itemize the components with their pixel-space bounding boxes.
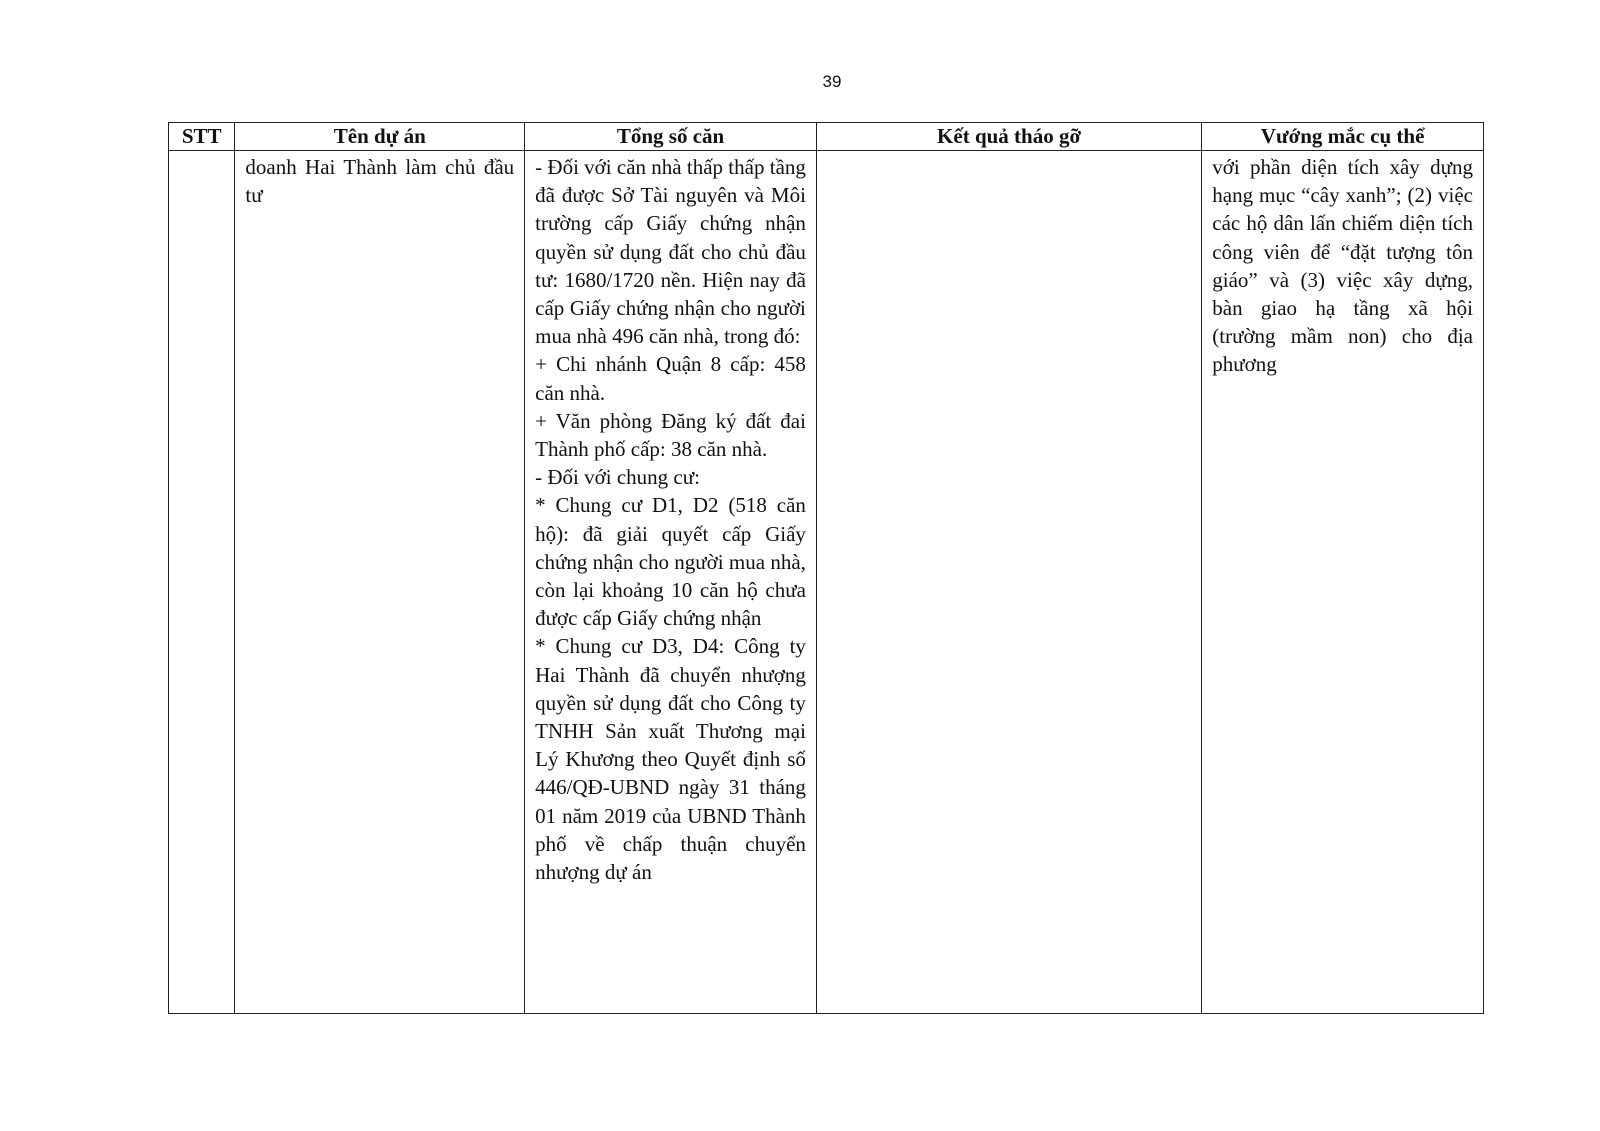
- header-issue: Vướng mắc cụ thể: [1202, 123, 1484, 151]
- header-stt: STT: [169, 123, 235, 151]
- total-units-paragraph: * Chung cư D3, D4: Công ty Hai Thành đã chuyển nhượng quyền sử dụng đất cho Công ty TNHH Sản xuất Thương mại Lý Khương theo Quyết định số 446/QĐ-UBND ngày 31 tháng 01 năm 2019 của UBND Thành phố về chấp thuận chuyển nhượng dự án: [535, 634, 806, 885]
- cell-total-units: [525, 151, 817, 1014]
- table-header-row: [169, 123, 1484, 151]
- total-units-paragraph: - Đối với chung cư:: [535, 465, 700, 490]
- total-units-paragraph: * Chung cư D1, D2 (518 căn hộ): đã giải quyết cấp Giấy chứng nhận cho người mua nhà, còn lại khoảng 10 căn hộ chưa được cấp Giấy chứng nhận: [535, 493, 806, 631]
- header-total-units: Tổng số căn: [525, 123, 817, 151]
- project-table: [168, 122, 1484, 1014]
- total-units-paragraph: + Văn phòng Đăng ký đất đai Thành phố cấp: 38 căn nhà.: [535, 408, 806, 462]
- cell-result: [816, 151, 1201, 1014]
- page-number: 39: [822, 72, 842, 91]
- header-project-name: Tên dự án: [235, 123, 525, 151]
- total-units-paragraph: + Chi nhánh Quận 8 cấp: 458 căn nhà.: [535, 352, 806, 405]
- header-result: Kết quả tháo gỡ: [816, 123, 1201, 151]
- cell-stt: [169, 151, 235, 1014]
- cell-issue: với phần diện tích xây dựng hạng mục “cây xanh”; (2) việc các hộ dân lấn chiếm diện tích công viên để “đặt tượng tôn giáo” và (3) việc xây dựng, bàn giao hạ tầng xã hội (trường mầm non) cho địa phương: [1202, 151, 1484, 1014]
- table-row: [169, 151, 1484, 1014]
- cell-project-name: doanh Hai Thành làm chủ đầu tư: [235, 151, 525, 1014]
- total-units-paragraph: - Đối với căn nhà thấp thấp tầng đã được Sở Tài nguyên và Môi trường cấp Giấy chứng nhận quyền sử dụng đất cho chủ đầu tư: 1680/1720 nền. Hiện nay đã cấp Giấy chứng nhận cho người mua nhà 496 căn nhà, trong đó:: [535, 155, 806, 349]
